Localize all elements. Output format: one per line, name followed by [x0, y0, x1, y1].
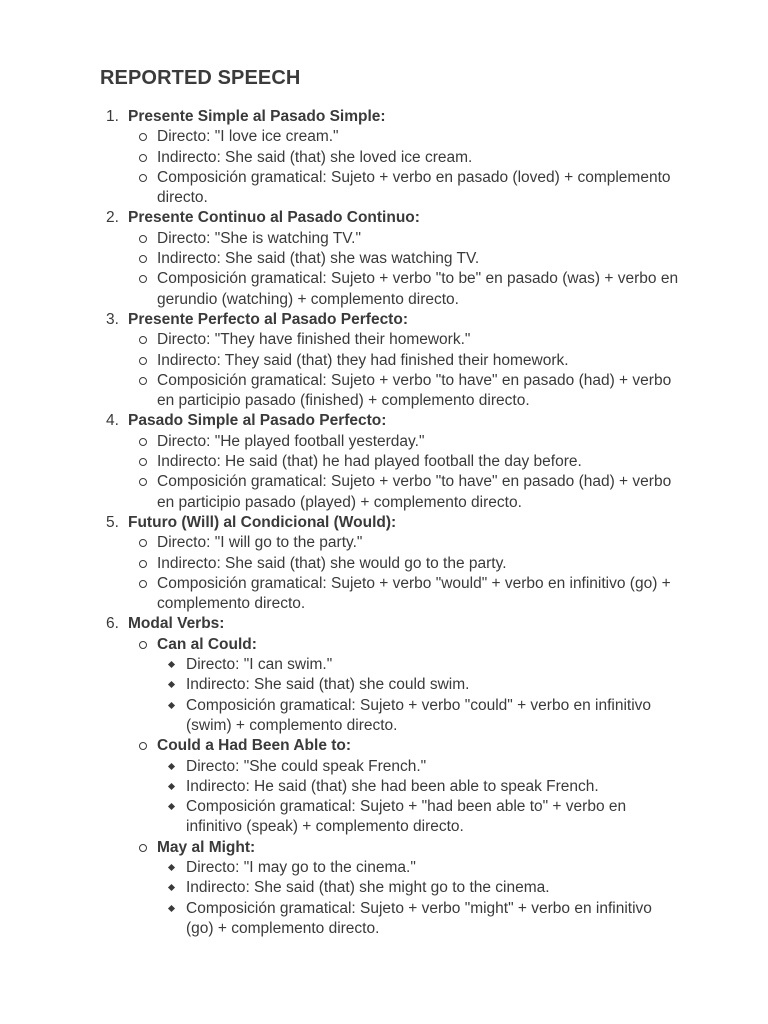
section-title: Modal Verbs: [128, 615, 225, 633]
list-item [157, 858, 680, 878]
diamond-bullet-icon [168, 661, 175, 668]
item-text: Indirecto: She said (that) she could swim. [186, 676, 470, 694]
list-item [128, 574, 680, 615]
list-item [157, 675, 680, 695]
diamond-bullet-icon [168, 864, 175, 871]
item-text: Composición gramatical: Sujeto + verbo "to be" en pasado (was) + verbo en gerundio (watching) + complemento directo. [157, 270, 679, 308]
subsection-title: Could a Had Been Able to: [157, 737, 352, 755]
hollow-bullet-icon [139, 438, 147, 446]
hollow-bullet-icon [139, 255, 147, 263]
sections-list [100, 107, 680, 939]
section-number: 3. [106, 310, 119, 328]
hollow-bullet-icon [139, 641, 147, 649]
item-text: Indirecto: They said (that) they had finished their homework. [157, 351, 569, 369]
diamond-bullet-icon [168, 783, 175, 790]
item-text: Directo: "He played football yesterday." [157, 432, 425, 450]
list-item [157, 797, 680, 838]
item-text: Directo: "I will go to the party." [157, 534, 363, 552]
section-3 [100, 310, 680, 411]
item-text: Composición gramatical: Sujeto + verbo en pasado (loved) + complemento directo. [157, 168, 671, 207]
item-text: Directo: "She is watching TV." [157, 229, 361, 247]
section-1 [100, 107, 680, 208]
hollow-bullet-icon [139, 235, 147, 243]
section-number: 2. [106, 209, 119, 227]
section-5 [100, 513, 680, 614]
item-text: Indirecto: He said (that) he had played football the day before. [157, 453, 582, 471]
subsections-list [128, 635, 680, 939]
subsection-items [157, 757, 680, 838]
list-item [128, 269, 680, 310]
subsection-can-could [128, 635, 680, 736]
list-item [128, 371, 680, 412]
section-items [128, 229, 680, 310]
item-text: Composición gramatical: Sujeto + "had been able to" + verbo en infinitivo (speak) + complemento directo. [186, 798, 627, 836]
hollow-bullet-icon [139, 133, 147, 141]
section-items [128, 127, 680, 208]
diamond-bullet-icon [168, 681, 175, 688]
diamond-bullet-icon [168, 762, 175, 769]
list-item [128, 533, 680, 553]
subsection-items [157, 655, 680, 736]
subsection-items [157, 858, 680, 939]
item-text: Directo: "She could speak French." [186, 757, 427, 775]
list-item [157, 878, 680, 898]
item-text: Composición gramatical: Sujeto + verbo "to have" en pasado (had) + verbo en participio pasado (finished) + complemento directo. [157, 371, 672, 410]
item-text: Indirecto: She said (that) she would go to the party. [157, 554, 507, 572]
item-text: Composición gramatical: Sujeto + verbo "would" + verbo en infinitivo (go) + complemento directo. [157, 574, 671, 613]
section-2 [100, 208, 680, 309]
subsection-title: Can al Could: [157, 635, 257, 653]
diamond-bullet-icon [168, 905, 175, 912]
hollow-bullet-icon [139, 336, 147, 344]
hollow-bullet-icon [139, 458, 147, 466]
subsection-may-might [128, 838, 680, 939]
hollow-bullet-icon [139, 478, 147, 486]
list-item [157, 696, 680, 737]
section-title: Pasado Simple al Pasado Perfecto: [128, 412, 387, 430]
list-item [128, 554, 680, 574]
section-number: 6. [106, 615, 119, 633]
section-title: Presente Simple al Pasado Simple: [128, 108, 386, 125]
list-item [128, 351, 680, 371]
list-item [157, 757, 680, 777]
hollow-bullet-icon [139, 377, 147, 385]
list-item [128, 472, 680, 513]
list-item [128, 249, 680, 269]
subsection-could-had-been-able [128, 736, 680, 837]
list-item [128, 330, 680, 350]
section-4 [100, 411, 680, 512]
section-number: 1. [106, 108, 119, 125]
diamond-bullet-icon [168, 884, 175, 891]
diamond-bullet-icon [168, 803, 175, 810]
list-item [128, 148, 680, 168]
hollow-bullet-icon [139, 742, 147, 750]
item-text: Directo: "I may go to the cinema." [186, 858, 416, 876]
hollow-bullet-icon [139, 560, 147, 568]
hollow-bullet-icon [139, 844, 147, 852]
item-text: Indirecto: He said (that) she had been able to speak French. [186, 777, 599, 795]
hollow-bullet-icon [139, 580, 147, 588]
section-items [128, 533, 680, 614]
hollow-bullet-icon [139, 275, 147, 283]
list-item [157, 777, 680, 797]
list-item [128, 229, 680, 249]
item-text: Indirecto: She said (that) she loved ice cream. [157, 148, 473, 166]
hollow-bullet-icon [139, 539, 147, 547]
list-item [157, 899, 680, 940]
hollow-bullet-icon [139, 154, 147, 162]
item-text: Directo: "They have finished their homework." [157, 331, 471, 349]
section-title: Presente Perfecto al Pasado Perfecto: [128, 310, 408, 328]
item-text: Composición gramatical: Sujeto + verbo "might" + verbo en infinitivo (go) + complemento directo. [186, 899, 652, 937]
section-title: Futuro (Will) al Condicional (Would): [128, 513, 397, 531]
list-item [128, 168, 680, 209]
document-page [100, 64, 680, 939]
item-text: Indirecto: She said (that) she was watching TV. [157, 250, 480, 268]
list-item [157, 655, 680, 675]
section-items [128, 432, 680, 513]
hollow-bullet-icon [139, 174, 147, 182]
list-item [128, 127, 680, 147]
section-items [128, 330, 680, 411]
item-text: Composición gramatical: Sujeto + verbo "to have" en pasado (had) + verbo en participio pasado (played) + complemento directo. [157, 473, 672, 511]
item-text: Indirecto: She said (that) she might go to the cinema. [186, 879, 550, 897]
section-number: 4. [106, 412, 119, 430]
page-title: REPORTED SPEECH [100, 67, 301, 89]
list-item [128, 432, 680, 452]
hollow-bullet-icon [139, 357, 147, 365]
section-number: 5. [106, 513, 119, 531]
item-text: Composición gramatical: Sujeto + verbo "could" + verbo en infinitivo (swim) + complemento directo. [186, 696, 652, 734]
diamond-bullet-icon [168, 702, 175, 709]
subsection-title: May al Might: [157, 838, 256, 856]
item-text: Directo: "I can swim." [186, 656, 333, 674]
list-item [128, 452, 680, 472]
section-6 [100, 614, 680, 939]
item-text: Directo: "I love ice cream." [157, 128, 339, 146]
section-title: Presente Continuo al Pasado Continuo: [128, 209, 420, 227]
